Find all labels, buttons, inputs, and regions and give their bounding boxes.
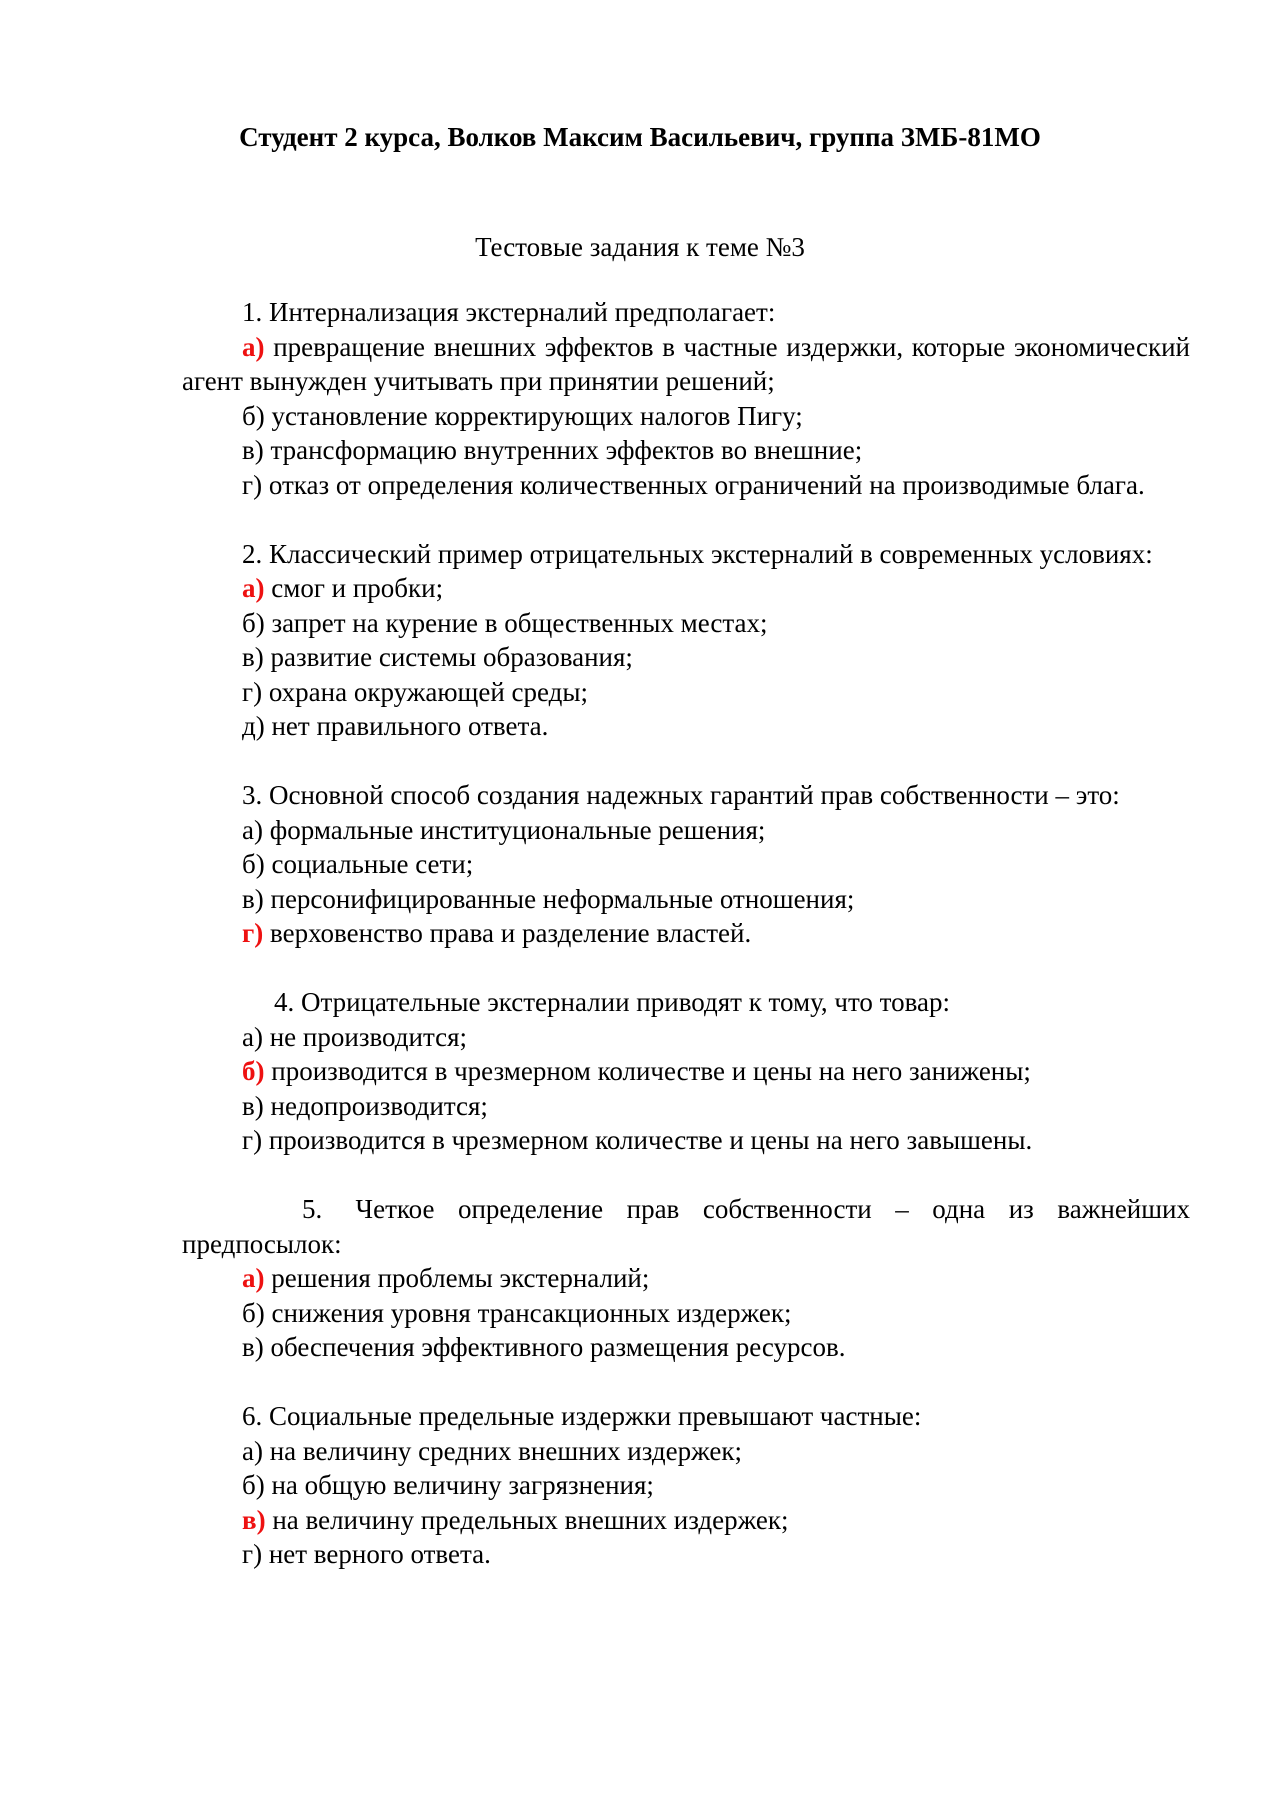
question-3 <box>182 778 1190 951</box>
answer-marker: в) <box>242 1332 264 1362</box>
answer-text: установление корректирующих налогов Пигу; <box>271 400 803 431</box>
answer-option <box>242 1261 1190 1296</box>
answer-option <box>242 433 1190 468</box>
correct-answer-marker: а) <box>242 573 265 603</box>
answer-option <box>242 709 1190 744</box>
answer-option <box>242 606 1190 641</box>
answer-option <box>242 640 1190 675</box>
answer-marker: а) <box>242 814 263 845</box>
question-prompt: Отрицательные экстерналии приводят к тому, что товар: <box>301 987 950 1017</box>
answer-option <box>242 1330 1190 1365</box>
answer-option <box>242 813 1190 848</box>
student-header: Студент 2 курса, Волков Максим Васильевич, группа ЗМБ-81МО <box>239 122 1041 152</box>
answer-marker: г) <box>242 1125 263 1155</box>
answer-marker: б) <box>242 400 265 431</box>
question-number: 2. <box>242 538 263 569</box>
answer-option <box>182 1054 1190 1089</box>
question-text <box>182 537 1190 572</box>
question-6 <box>182 1399 1190 1572</box>
answer-marker: б) <box>242 1470 265 1500</box>
question-text <box>182 295 1190 330</box>
answer-option <box>242 1468 1190 1503</box>
answer-option <box>242 882 1190 917</box>
correct-answer-marker: г) <box>242 918 264 948</box>
questions-list <box>182 295 1190 1606</box>
answer-marker: в) <box>242 435 264 465</box>
question-5 <box>182 1192 1190 1365</box>
answer-marker: а) <box>242 1435 263 1466</box>
answer-text: на общую величину загрязнения; <box>271 1470 654 1500</box>
question-prompt: Интернализация экстерналий предполагает: <box>269 297 776 327</box>
answer-option <box>182 468 1190 503</box>
correct-answer-marker: а) <box>242 331 265 362</box>
answer-option <box>242 1503 1190 1538</box>
question-text <box>182 778 1190 813</box>
answer-text: социальные сети; <box>271 849 474 879</box>
answer-text: на величину предельных внешних издержек; <box>272 1504 789 1535</box>
answer-text: производится в чрезмерном количестве и цены на него завышены. <box>268 1125 1033 1155</box>
answer-text: нет верного ответа. <box>268 1539 491 1569</box>
answer-text: обеспечения эффективного размещения ресурсов. <box>270 1332 846 1362</box>
answer-marker: в) <box>242 883 264 914</box>
question-text <box>182 1399 1190 1434</box>
answer-option <box>242 916 1190 951</box>
answer-text: снижения уровня трансакционных издержек; <box>271 1297 792 1328</box>
question-prompt: Четкое определение прав собственности – одна из важнейших предпосылок: <box>182 1194 1190 1259</box>
answer-marker: г) <box>242 469 263 500</box>
question-text <box>182 985 1190 1020</box>
answer-text: запрет на курение в общественных местах; <box>271 607 768 638</box>
correct-answer-marker: а) <box>242 1263 265 1293</box>
answer-text: превращение внешних эффектов в частные издержки, которые экономический агент вынужден учитывать при принятии решений; <box>182 331 1190 396</box>
answer-option <box>242 1020 1190 1055</box>
answer-option <box>242 1537 1190 1572</box>
answer-text: решения проблемы экстерналий; <box>271 1263 650 1293</box>
question-text <box>182 1192 1190 1261</box>
answer-option <box>242 571 1190 606</box>
correct-answer-marker: б) <box>242 1056 265 1086</box>
answer-text: персонифицированные неформальные отношения; <box>270 883 855 914</box>
answer-text: смог и пробки; <box>271 573 444 603</box>
question-prompt: Основной способ создания надежных гарантий прав собственности – это: <box>269 780 1120 810</box>
answer-option <box>242 1089 1190 1124</box>
answer-marker: б) <box>242 849 265 879</box>
question-number: 1. <box>242 297 263 327</box>
question-prompt: Классический пример отрицательных экстерналий в современных условиях: <box>269 538 1153 569</box>
question-number: 6. <box>242 1401 263 1431</box>
correct-answer-marker: в) <box>242 1504 266 1535</box>
answer-marker: г) <box>242 1539 263 1569</box>
test-title: Тестовые задания к теме №3 <box>475 232 805 262</box>
question-number: 3. <box>242 780 263 810</box>
answer-text: недопроизводится; <box>270 1090 488 1121</box>
answer-text: верховенство права и разделение властей. <box>270 918 752 948</box>
answer-text: развитие системы образования; <box>270 642 633 672</box>
answer-text: на величину средних внешних издержек; <box>269 1435 743 1466</box>
answer-marker: в) <box>242 1090 264 1121</box>
answer-marker: д) <box>242 711 265 741</box>
question-2 <box>182 537 1190 744</box>
answer-text: нет правильного ответа. <box>271 711 549 741</box>
answer-text: охрана окружающей среды; <box>268 676 589 707</box>
answer-marker: б) <box>242 607 265 638</box>
question-4 <box>182 985 1190 1158</box>
question-1 <box>182 295 1190 502</box>
answer-option <box>182 1123 1190 1158</box>
question-number: 4. <box>274 987 295 1017</box>
answer-marker: в) <box>242 642 264 672</box>
answer-marker: а) <box>242 1021 263 1052</box>
answer-text: формальные институциональные решения; <box>269 814 766 845</box>
answer-option <box>242 675 1190 710</box>
answer-text: трансформацию внутренних эффектов во внешние; <box>270 435 863 465</box>
answer-marker: б) <box>242 1297 265 1328</box>
answer-option <box>242 1434 1190 1469</box>
answer-text: отказ от определения количественных ограничений на производимые блага. <box>268 469 1145 500</box>
answer-option <box>242 399 1190 434</box>
answer-marker: г) <box>242 676 263 707</box>
answer-option <box>242 1296 1190 1331</box>
answer-text: не производится; <box>269 1021 467 1052</box>
question-number: 5. <box>302 1194 323 1224</box>
answer-option <box>242 847 1190 882</box>
answer-text: производится в чрезмерном количестве и цены на него занижены; <box>271 1056 1031 1086</box>
answer-option <box>182 330 1190 399</box>
question-prompt: Социальные предельные издержки превышают частные: <box>269 1401 922 1431</box>
